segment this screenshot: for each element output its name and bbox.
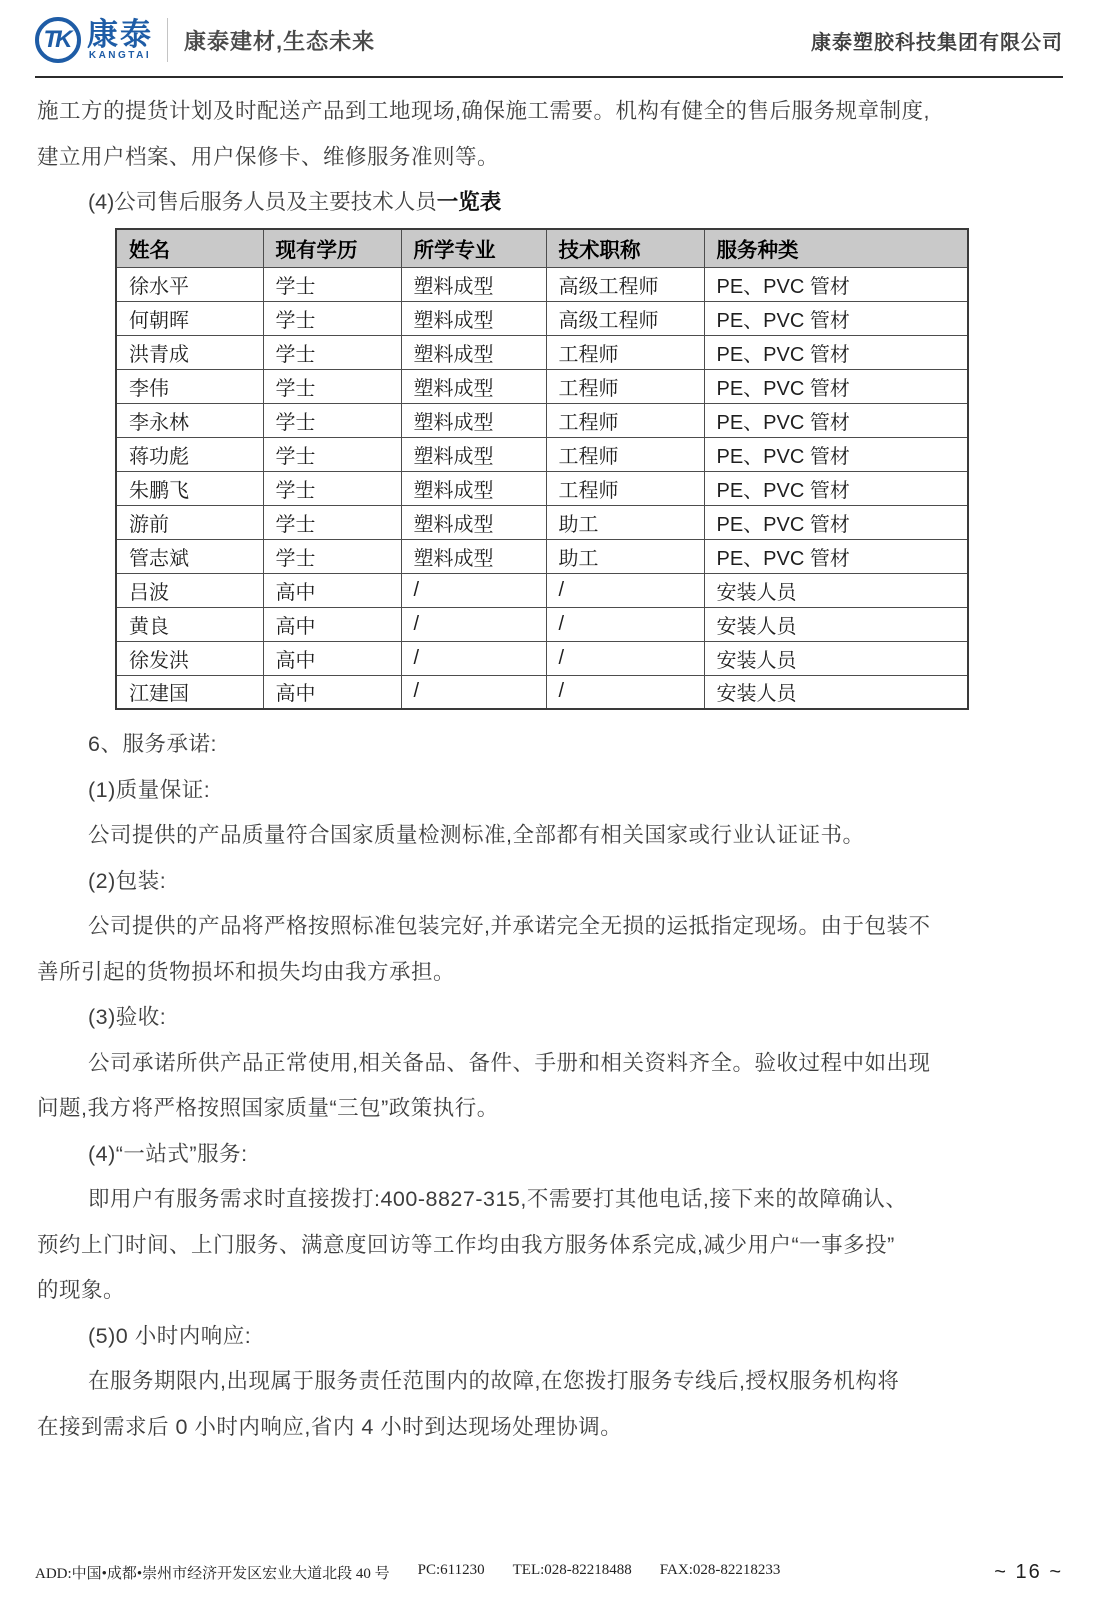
table-row <box>116 437 968 471</box>
cell-major: 塑料成型 <box>401 539 546 573</box>
brand-name-cn: 康泰 <box>87 17 153 52</box>
cell-education: 学士 <box>263 369 401 403</box>
table-row <box>116 267 968 301</box>
cell-education: 学士 <box>263 539 401 573</box>
column-header-service: 服务种类 <box>704 229 968 267</box>
cell-service: 安装人员 <box>704 607 968 641</box>
body-line: 即用户有服务需求时直接拨打:400-8827-315,不需要打其他电话,接下来的故障确认、 <box>88 1187 908 1211</box>
cell-education: 学士 <box>263 437 401 471</box>
cell-name: 李伟 <box>116 369 263 403</box>
brand-name-en: KANGTAI <box>88 50 152 61</box>
footer-contact-item: ADD:中国•成都•崇州市经济开发区宏业大道北段 40 号 <box>35 1566 390 1582</box>
table-caption <box>88 180 1063 224</box>
cell-education: 高中 <box>263 675 401 709</box>
cell-service: PE、PVC 管材 <box>704 369 968 403</box>
cell-name: 洪青成 <box>116 335 263 369</box>
cell-education: 高中 <box>263 607 401 641</box>
body-line: 6、服务承诺: <box>88 732 217 756</box>
page-header <box>35 14 1063 78</box>
body-line: 的现象。 <box>37 1278 126 1302</box>
footer-contact-item: TEL:028-82218488 <box>512 1562 632 1578</box>
cell-major: 塑料成型 <box>401 505 546 539</box>
cell-title: / <box>546 675 704 709</box>
cell-name: 蒋功彪 <box>116 437 263 471</box>
cell-major: / <box>401 641 546 675</box>
table-caption-text: (4)公司售后服务人员及主要技术人员 <box>88 190 437 214</box>
cell-title: / <box>546 573 704 607</box>
cell-title: 高级工程师 <box>546 267 704 301</box>
column-header-title: 技术职称 <box>546 229 704 267</box>
cell-name: 管志斌 <box>116 539 263 573</box>
company-name: 康泰塑胶科技集团有限公司 <box>811 31 1063 54</box>
table-row <box>116 471 968 505</box>
cell-title: / <box>546 607 704 641</box>
table-header-row <box>116 229 968 267</box>
cell-name: 李永林 <box>116 403 263 437</box>
brand-wordmark <box>87 19 153 61</box>
cell-education: 学士 <box>263 267 401 301</box>
table-row <box>116 641 968 675</box>
body-line: (3)验收: <box>88 1005 167 1029</box>
cell-title: 工程师 <box>546 369 704 403</box>
body-line: 公司提供的产品将严格按照标准包装完好,并承诺完全无损的运抵指定现场。由于包装不 <box>88 914 931 938</box>
cell-major: 塑料成型 <box>401 369 546 403</box>
table-row <box>116 607 968 641</box>
cell-service: PE、PVC 管材 <box>704 403 968 437</box>
header-vertical-divider <box>167 18 168 62</box>
footer-contact-item: FAX:028-82218233 <box>659 1562 781 1578</box>
table-row <box>116 505 968 539</box>
cell-service: PE、PVC 管材 <box>704 335 968 369</box>
body-line: (1)质量保证: <box>88 777 211 802</box>
footer-contact-item: PC:611230 <box>417 1562 485 1578</box>
service-commitments <box>37 722 1063 1450</box>
column-header-education: 现有学历 <box>263 229 401 267</box>
cell-service: 安装人员 <box>704 675 968 709</box>
table-row <box>116 539 968 573</box>
cell-major: 塑料成型 <box>401 301 546 335</box>
cell-service: 安装人员 <box>704 573 968 607</box>
cell-education: 高中 <box>263 573 401 607</box>
cell-title: / <box>546 641 704 675</box>
cell-name: 游前 <box>116 505 263 539</box>
cell-service: PE、PVC 管材 <box>704 437 968 471</box>
cell-name: 江建国 <box>116 675 263 709</box>
page-footer <box>35 1561 1063 1584</box>
cell-major: 塑料成型 <box>401 267 546 301</box>
table-caption-bold: 一览表 <box>436 190 502 214</box>
cell-name: 黄良 <box>116 607 263 641</box>
intro-line: 施工方的提货计划及时配送产品到工地现场,确保施工需要。机构有健全的售后服务规章制度, <box>37 99 930 123</box>
cell-title: 助工 <box>546 539 704 573</box>
cell-education: 学士 <box>263 301 401 335</box>
table-row <box>116 675 968 709</box>
cell-service: PE、PVC 管材 <box>704 471 968 505</box>
body-line: 在接到需求后 0 小时内响应,省内 4 小时到达现场处理协调。 <box>37 1414 623 1439</box>
kangtai-logo <box>35 17 153 63</box>
cell-service: PE、PVC 管材 <box>704 539 968 573</box>
cell-title: 工程师 <box>546 471 704 505</box>
cell-major: / <box>401 607 546 641</box>
table-row <box>116 573 968 607</box>
cell-service: 安装人员 <box>704 641 968 675</box>
cell-education: 学士 <box>263 471 401 505</box>
cell-title: 高级工程师 <box>546 301 704 335</box>
intro-line: 建立用户档案、用户保修卡、维修服务准则等。 <box>37 145 500 169</box>
tk-monogram-icon <box>35 17 81 63</box>
cell-title: 工程师 <box>546 403 704 437</box>
cell-major: 塑料成型 <box>401 471 546 505</box>
cell-name: 何朝晖 <box>116 301 263 335</box>
footer-contact-info <box>35 1562 780 1583</box>
body-line: (5)0 小时内响应: <box>88 1323 252 1348</box>
table-body <box>116 267 968 709</box>
table-row <box>116 403 968 437</box>
cell-major: / <box>401 573 546 607</box>
body-line: (4)“一站式”服务: <box>88 1141 248 1166</box>
body-line: 公司承诺所供产品正常使用,相关备品、备件、手册和相关资料齐全。验收过程中如出现 <box>88 1050 931 1075</box>
body-line: 在服务期限内,出现属于服务责任范围内的故障,在您拨打服务专线后,授权服务机构将 <box>88 1369 900 1393</box>
table-row <box>116 369 968 403</box>
tk-monogram-text: TK <box>43 26 70 53</box>
cell-name: 徐水平 <box>116 267 263 301</box>
cell-title: 助工 <box>546 505 704 539</box>
cell-title: 工程师 <box>546 335 704 369</box>
cell-service: PE、PVC 管材 <box>704 505 968 539</box>
cell-name: 吕波 <box>116 573 263 607</box>
intro-paragraph <box>37 88 1063 180</box>
body-line: 善所引起的货物损坏和损失均由我方承担。 <box>37 959 456 984</box>
cell-education: 学士 <box>263 335 401 369</box>
column-header-major: 所学专业 <box>401 229 546 267</box>
column-header-name: 姓名 <box>116 229 263 267</box>
cell-major: 塑料成型 <box>401 403 546 437</box>
cell-title: 工程师 <box>546 437 704 471</box>
page-number: ~ 16 ~ <box>994 1561 1063 1583</box>
cell-major: 塑料成型 <box>401 437 546 471</box>
cell-name: 朱鹏飞 <box>116 471 263 505</box>
personnel-table <box>115 228 969 710</box>
body-line: 预约上门时间、上门服务、满意度回访等工作均由我方服务体系完成,减少用户“一事多投” <box>37 1232 895 1257</box>
cell-education: 学士 <box>263 505 401 539</box>
body-line: (2)包装: <box>88 868 167 893</box>
cell-major: / <box>401 675 546 709</box>
cell-major: 塑料成型 <box>401 335 546 369</box>
cell-service: PE、PVC 管材 <box>704 301 968 335</box>
cell-education: 学士 <box>263 403 401 437</box>
body-line: 公司提供的产品质量符合国家质量检测标准,全部都有相关国家或行业认证证书。 <box>88 823 865 847</box>
cell-name: 徐发洪 <box>116 641 263 675</box>
cell-service: PE、PVC 管材 <box>704 267 968 301</box>
table-row <box>116 301 968 335</box>
company-tagline: 康泰建材,生态未来 <box>184 28 376 54</box>
body-line: 问题,我方将严格按照国家质量“三包”政策执行。 <box>37 1096 499 1120</box>
table-row <box>116 335 968 369</box>
cell-education: 高中 <box>263 641 401 675</box>
